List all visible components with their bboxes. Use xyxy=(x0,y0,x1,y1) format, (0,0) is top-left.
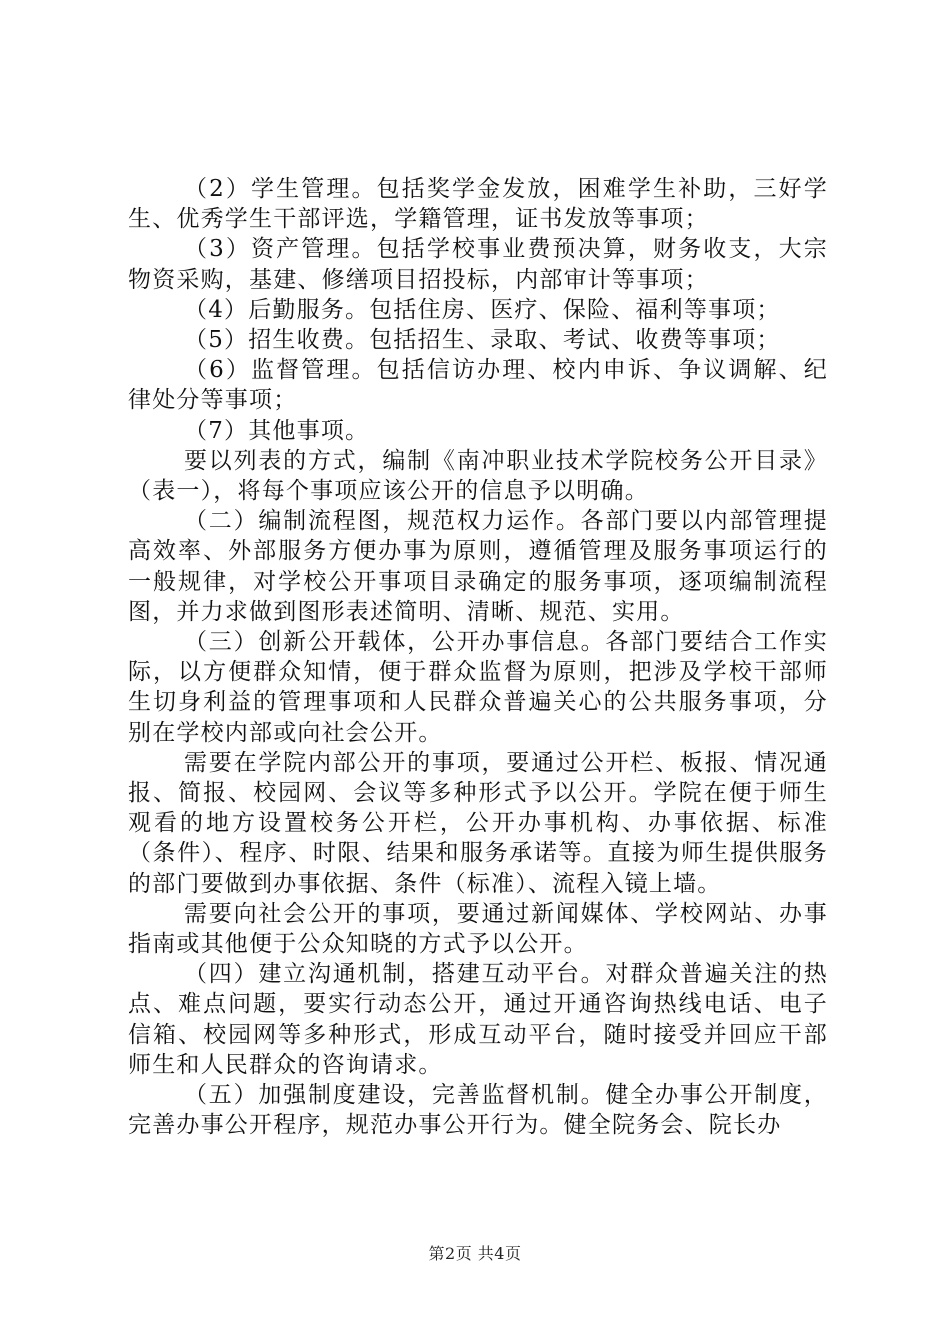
paragraph-internal-disclosure: 需要在学院内部公开的事项，要通过公开栏、板报、情况通报、简报、校园网、会议等多种形式予以公开。学院在便于师生观看的地方设置校务公开栏，公开办事机构、办事依据、标准（条件）、程序、时限、结果和服务承诺等。直接为师生提供服务的部门要做到办事依据、条件（标准）、流程入镜上墙。 xyxy=(128,749,828,897)
paragraph-system-construction: （五）加强制度建设，完善监督机制。健全办事公开制度，完善办事公开程序，规范办事公开行为。健全院务会、院长办 xyxy=(128,1082,828,1139)
paragraph-student-management: （2）学生管理。包括奖学金发放，困难学生补助，三好学生、优秀学生干部评选，学籍管理，证书发放等事项； xyxy=(128,176,828,233)
paragraph-other-items: （7）其他事项。 xyxy=(184,417,370,444)
paragraph-disclosure-carrier: （三）创新公开载体，公开办事信息。各部门要结合工作实际，以方便群众知情，便于群众监督为原则，把涉及学校干部师生切身利益的管理事项和人民群众普遍关心的公共服务事项，分别在学校内部或向社会公开。 xyxy=(128,629,828,746)
paragraph-logistics-service: （4）后勤服务。包括住房、医疗、保险、福利等事项； xyxy=(184,296,781,323)
paragraph-asset-management: （3）资产管理。包括学校事业费预决算，财务收支，大宗物资采购，基建、修缮项目招投标，内部审计等事项； xyxy=(128,236,828,293)
paragraph-public-disclosure: 需要向社会公开的事项，要通过新闻媒体、学校网站、办事指南或其他便于公众知晓的方式予以公开。 xyxy=(128,900,828,958)
paragraph-enrollment-fees: （5）招生收费。包括招生、录取、考试、收费等事项； xyxy=(184,327,781,354)
paragraph-communication-mechanism: （四）建立沟通机制，搭建互动平台。对群众普遍关注的热点、难点问题，要实行动态公开，通过开通咨询热线电话、电子信箱、校园网等多种形式，形成互动平台，随时接受并回应干部师生和人民群众的咨询请求。 xyxy=(128,961,828,1078)
page-footer: 第2页 共4页 xyxy=(428,1244,522,1263)
paragraph-supervision-management: （6）监督管理。包括信访办理、校内申诉、争议调解、纪律处分等事项； xyxy=(128,357,828,414)
paragraph-flowchart: （二）编制流程图，规范权力运作。各部门要以内部管理提高效率、外部服务方便办事为原则，遵循管理及服务事项运行的一般规律，对学校公开事项目录确定的服务事项，逐项编制流程图，并力求做到图形表述简明、清晰、规范、实用。 xyxy=(128,508,828,625)
paragraph-catalog-list: 要以列表的方式，编制《南冲职业技术学院校务公开目录》（表一），将每个事项应该公开的信息予以明确。 xyxy=(128,447,828,505)
document-body xyxy=(128,174,828,1141)
